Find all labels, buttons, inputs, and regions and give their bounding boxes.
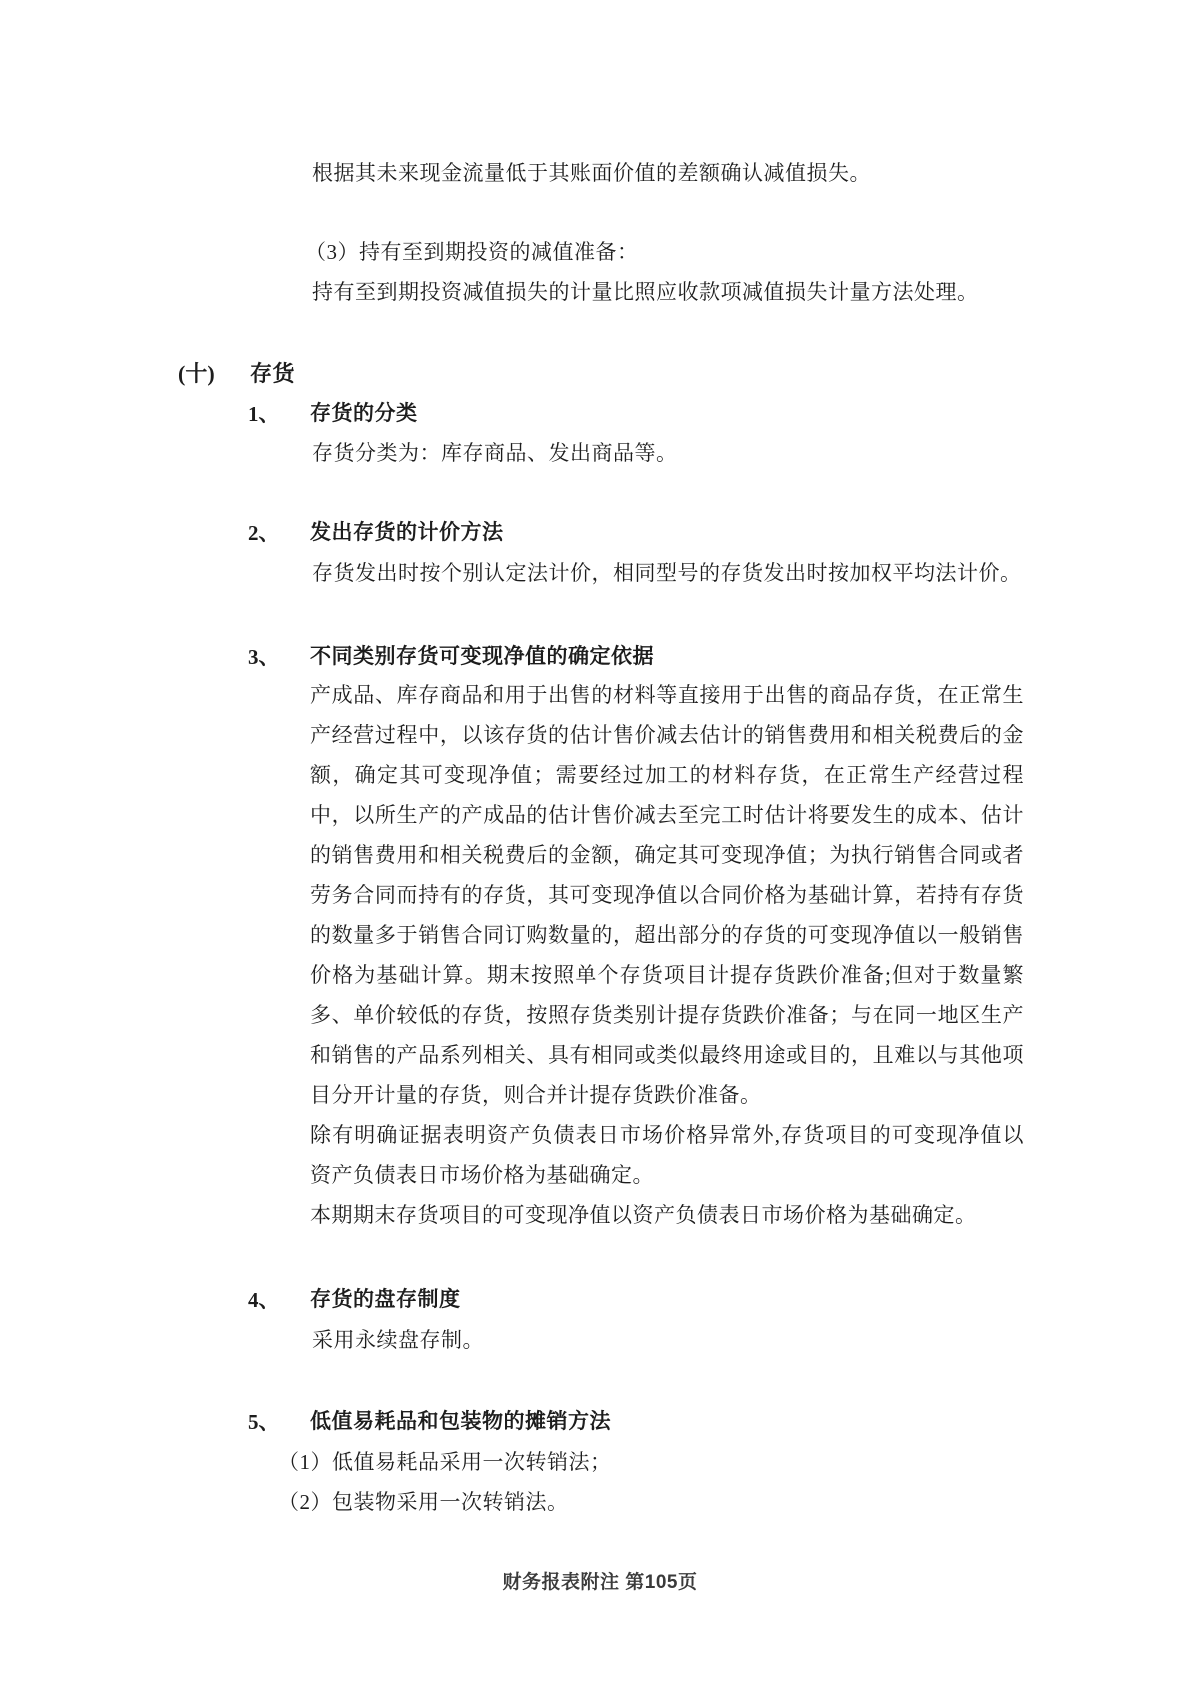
item-title: 发出存货的计价方法	[310, 521, 504, 544]
subitem-3-heading: （3）持有至到期投资的减值准备：	[305, 240, 639, 264]
item-subpoint: （2）包装物采用一次转销法。	[278, 1490, 569, 1514]
item-number: 3、	[248, 645, 280, 669]
item-body-paragraph: 除有明确证据表明资产负债表日市场价格异常外,存货项目的可变现净值以资产负债表日市场价格为基础确定。	[310, 1123, 1024, 1187]
item-body: 存货发出时按个别认定法计价，相同型号的存货发出时按加权平均法计价。	[312, 561, 1022, 585]
item-body: 采用永续盘存制。	[312, 1328, 484, 1352]
item-number: 1、	[248, 402, 280, 426]
item-body: 存货分类为：库存商品、发出商品等。	[312, 441, 678, 465]
item-title: 不同类别存货可变现净值的确定依据	[310, 645, 654, 668]
item-number: 4、	[248, 1288, 280, 1312]
section-label: (十)	[178, 361, 215, 386]
page-footer: 财务报表附注 第105页	[502, 1572, 698, 1593]
section-title: 存货	[250, 361, 296, 386]
intro-line: 根据其未来现金流量低于其账面价值的差额确认减值损失。	[312, 161, 871, 185]
item-title: 存货的分类	[310, 402, 418, 425]
item-number: 2、	[248, 521, 280, 545]
item-subpoint: （1）低值易耗品采用一次转销法；	[278, 1450, 612, 1474]
item-title: 低值易耗品和包装物的摊销方法	[310, 1410, 611, 1433]
item-title: 存货的盘存制度	[310, 1288, 461, 1311]
item-number: 5、	[248, 1410, 280, 1434]
item-body-paragraph: 产成品、库存商品和用于出售的材料等直接用于出售的商品存货，在正常生产经营过程中，以该存货的估计售价减去估计的销售费用和相关税费后的金额，确定其可变现净值；需要经过加工的材料存货，在正常生产经营过程中，以所生产的产成品的估计售价减去至完工时估计将要发生的成本、估计的销售费用和相关税费后的金额，确定其可变现净值；为执行销售合同或者劳务合同而持有的存货，其可变现净值以合同价格为基础计算，若持有存货的数量多于销售合同订购数量的，超出部分的存货的可变现净值以一般销售价格为基础计算。期末按照单个存货项目计提存货跌价准备;但对于数量繁多、单价较低的存货，按照存货类别计提存货跌价准备；与在同一地区生产和销售的产品系列相关、具有相同或类似最终用途或目的，且难以与其他项目分开计量的存货，则合并计提存货跌价准备。	[310, 683, 1024, 1107]
item-body-paragraph: 本期期末存货项目的可变现净值以资产负债表日市场价格为基础确定。	[310, 1203, 977, 1227]
subitem-3-body: 持有至到期投资减值损失的计量比照应收款项减值损失计量方法处理。	[312, 280, 979, 304]
